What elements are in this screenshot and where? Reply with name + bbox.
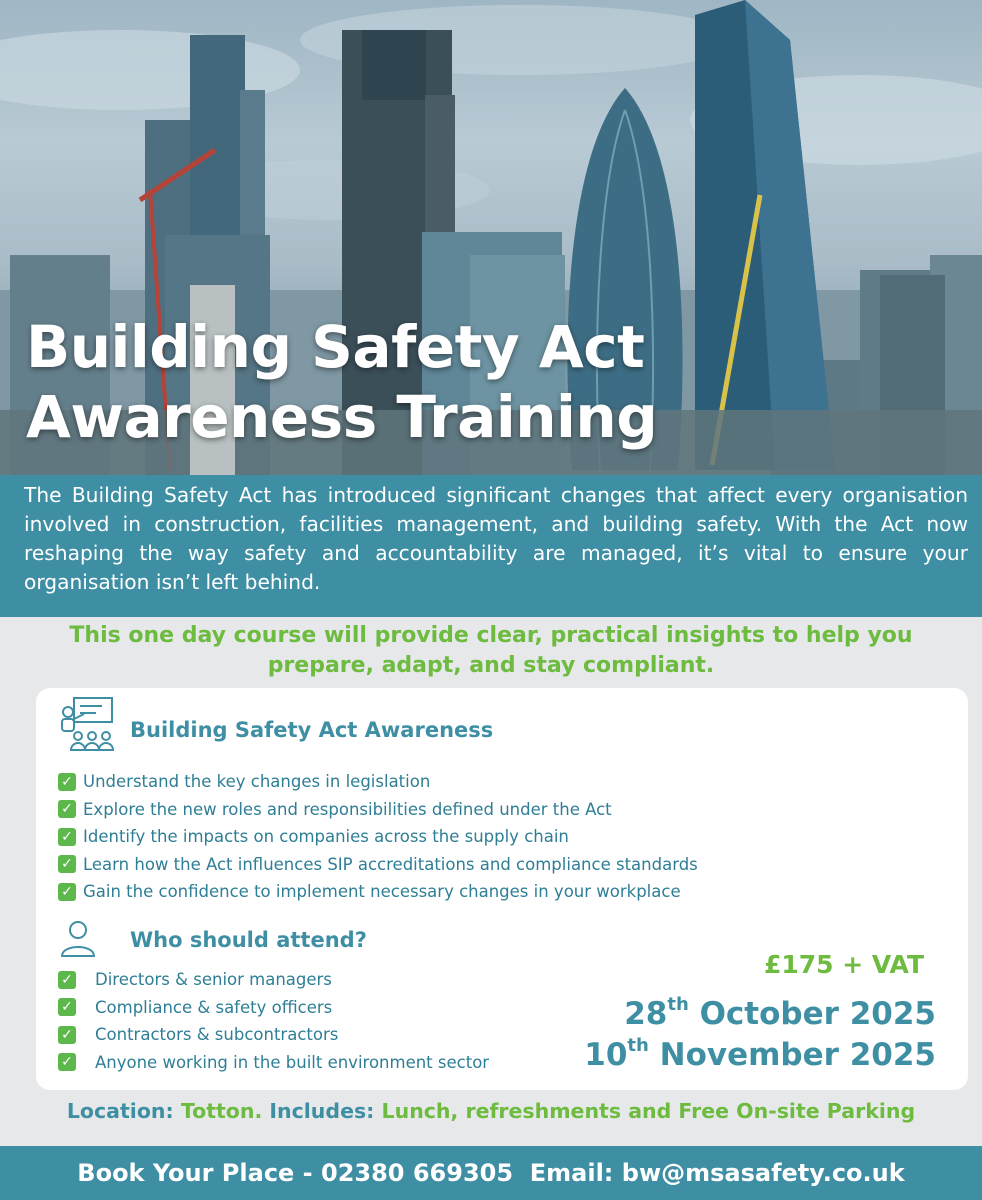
page-title	[26, 312, 657, 452]
booking-contact[interactable]: Book Your Place - 02380 669305 Email: bw@msasafety.co.uk	[77, 1159, 905, 1187]
date-rest: October 2025	[699, 996, 936, 1032]
list-item	[58, 851, 698, 879]
attendee-text: Compliance & safety officers	[95, 997, 333, 1017]
attendee-text: Directors & senior managers	[95, 970, 332, 990]
point-text: Gain the confidence to implement necessary changes in your workplace	[83, 882, 681, 902]
course-points-list	[58, 768, 698, 906]
check-box-icon: ✓	[58, 883, 76, 901]
person-icon	[58, 918, 98, 962]
includes-label: Includes:	[269, 1099, 375, 1123]
check-box-icon: ✓	[58, 1026, 76, 1044]
intro-band	[0, 475, 982, 617]
title-line-1: Building Safety Act	[26, 313, 645, 381]
point-text: Learn how the Act influences SIP accreditations and compliance standards	[83, 854, 698, 874]
attendee-text: Anyone working in the built environment sector	[95, 1052, 490, 1072]
check-box-icon: ✓	[58, 800, 76, 818]
check-box-icon: ✓	[58, 1053, 76, 1071]
attend-heading: Who should attend?	[130, 928, 367, 952]
attendee-text: Contractors & subcontractors	[95, 1025, 339, 1045]
list-item	[58, 878, 698, 906]
location-line	[0, 1096, 982, 1126]
list-item	[58, 966, 489, 994]
attendee-list	[58, 966, 489, 1076]
date-day: 10	[584, 1037, 628, 1073]
point-text: Identify the impacts on companies across the supply chain	[83, 827, 569, 847]
tagline-line-1: This one day course will provide clear, practical insights to help you	[69, 623, 913, 648]
list-item	[58, 994, 489, 1022]
tagline-line-2: prepare, adapt, and stay compliant.	[267, 653, 715, 678]
list-item	[58, 1049, 489, 1077]
date-line	[584, 994, 936, 1035]
date-rest: November 2025	[659, 1037, 936, 1073]
intro-text: The Building Safety Act has introduced significant changes that affect every organisation involved in construction, facilities management, and building safety. With the Act now reshaping the way safety and accountability are managed, it’s vital to ensure your organisation isn’t left behind.	[24, 483, 968, 594]
booking-footer	[0, 1146, 982, 1200]
point-text: Explore the new roles and responsibilities defined under the Act	[83, 799, 612, 819]
list-item	[58, 1021, 489, 1049]
list-item	[58, 768, 698, 796]
course-dates	[584, 994, 936, 1076]
date-suffix: th	[667, 994, 689, 1015]
check-box-icon: ✓	[58, 971, 76, 989]
includes-text: Lunch, refreshments and Free On-site Parking	[381, 1099, 916, 1123]
presentation-icon	[58, 694, 118, 760]
location-place: Totton.	[180, 1099, 263, 1123]
check-box-icon: ✓	[58, 998, 76, 1016]
check-box-icon: ✓	[58, 855, 76, 873]
check-box-icon: ✓	[58, 773, 76, 791]
check-box-icon: ✓	[58, 828, 76, 846]
date-suffix: th	[627, 1035, 649, 1056]
list-item	[58, 823, 698, 851]
course-tagline	[40, 621, 942, 681]
course-card	[36, 688, 968, 1090]
date-day: 28	[624, 996, 668, 1032]
course-heading: Building Safety Act Awareness	[130, 718, 494, 742]
course-price: £175 + VAT	[763, 950, 924, 979]
list-item	[58, 796, 698, 824]
date-line	[584, 1035, 936, 1076]
hero-banner	[0, 0, 982, 475]
title-line-2: Awareness Training	[26, 383, 658, 451]
location-label: Location:	[66, 1099, 174, 1123]
point-text: Understand the key changes in legislation	[83, 772, 431, 792]
